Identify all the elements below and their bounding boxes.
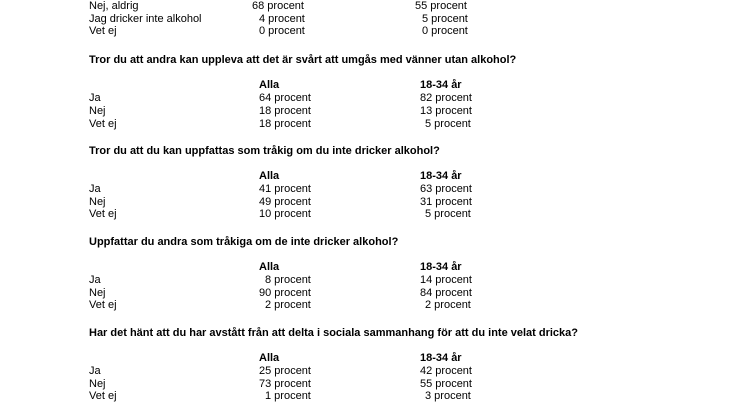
answer-row xyxy=(89,391,649,402)
answer-row xyxy=(89,379,649,390)
answer-row xyxy=(89,14,649,25)
value-18-34: 55 procent xyxy=(420,378,472,390)
answer-label: Vet ej xyxy=(89,390,117,402)
answer-label: Ja xyxy=(89,183,101,195)
answer-row xyxy=(89,119,649,130)
answer-row xyxy=(89,26,649,37)
answer-label: Vet ej xyxy=(89,208,117,220)
answer-label: Nej xyxy=(89,105,106,117)
answer-label: Nej xyxy=(89,287,106,299)
column-header-row xyxy=(89,262,649,273)
column-header-alla: Alla xyxy=(259,79,280,91)
answer-row xyxy=(89,366,649,377)
answer-label: Jag dricker inte alkohol xyxy=(89,13,202,25)
value-18-34: 2 procent xyxy=(425,299,471,311)
answer-row xyxy=(89,209,649,220)
value-alla: 10 procent xyxy=(259,208,311,220)
value-alla: 8 procent xyxy=(265,274,311,286)
answer-row xyxy=(89,288,649,299)
answer-row xyxy=(89,106,649,117)
value-18-34: 5 procent xyxy=(425,208,471,220)
value-alla: 2 procent xyxy=(265,299,311,311)
value-18-34: 14 procent xyxy=(420,274,472,286)
value-18-34: 42 procent xyxy=(420,365,472,377)
answer-label: Vet ej xyxy=(89,299,117,311)
value-18-34: 0 procent xyxy=(422,25,468,37)
value-18-34: 5 procent xyxy=(422,13,468,25)
answer-label: Vet ej xyxy=(89,118,117,130)
answer-label: Nej xyxy=(89,196,106,208)
column-header-18-34: 18-34 år xyxy=(420,261,462,273)
column-header-alla: Alla xyxy=(259,261,280,273)
question-heading: Tror du att du kan uppfattas som tråkig om du inte dricker alkohol? xyxy=(89,145,440,157)
value-alla: 25 procent xyxy=(259,365,311,377)
column-header-alla: Alla xyxy=(259,352,280,364)
answer-row xyxy=(89,275,649,286)
column-header-alla: Alla xyxy=(259,170,280,182)
answer-label: Nej xyxy=(89,378,106,390)
column-header-18-34: 18-34 år xyxy=(420,352,462,364)
value-alla: 41 procent xyxy=(259,183,311,195)
value-18-34: 55 procent xyxy=(415,0,467,12)
value-alla: 90 procent xyxy=(259,287,311,299)
answer-label: Ja xyxy=(89,365,101,377)
value-18-34: 5 procent xyxy=(425,118,471,130)
value-alla: 0 procent xyxy=(259,25,305,37)
value-18-34: 3 procent xyxy=(425,390,471,402)
answer-row xyxy=(89,197,649,208)
answer-row xyxy=(89,184,649,195)
value-alla: 4 procent xyxy=(259,13,305,25)
value-18-34: 82 procent xyxy=(420,92,472,104)
value-alla: 64 procent xyxy=(259,92,311,104)
value-18-34: 84 procent xyxy=(420,287,472,299)
answer-label: Vet ej xyxy=(89,25,117,37)
answer-row xyxy=(89,1,649,12)
value-alla: 73 procent xyxy=(259,378,311,390)
value-18-34: 13 procent xyxy=(420,105,472,117)
answer-label: Ja xyxy=(89,92,101,104)
question-heading: Tror du att andra kan uppleva att det är svårt att umgås med vänner utan alkohol? xyxy=(89,54,517,66)
question-heading: Uppfattar du andra som tråkiga om de inte dricker alkohol? xyxy=(89,236,399,248)
value-alla: 68 procent xyxy=(252,0,304,12)
column-header-row xyxy=(89,353,649,364)
value-alla: 49 procent xyxy=(259,196,311,208)
answer-label: Ja xyxy=(89,274,101,286)
column-header-18-34: 18-34 år xyxy=(420,170,462,182)
question-heading: Har det hänt att du har avstått från att delta i sociala sammanhang för att du inte velat dricka? xyxy=(89,327,579,339)
column-header-row xyxy=(89,171,649,182)
column-header-row xyxy=(89,80,649,91)
value-18-34: 63 procent xyxy=(420,183,472,195)
column-header-18-34: 18-34 år xyxy=(420,79,462,91)
value-alla: 1 procent xyxy=(265,390,311,402)
value-alla: 18 procent xyxy=(259,105,311,117)
answer-row xyxy=(89,93,649,104)
answer-label: Nej, aldrig xyxy=(89,0,139,12)
answer-row xyxy=(89,300,649,311)
value-18-34: 31 procent xyxy=(420,196,472,208)
value-alla: 18 procent xyxy=(259,118,311,130)
